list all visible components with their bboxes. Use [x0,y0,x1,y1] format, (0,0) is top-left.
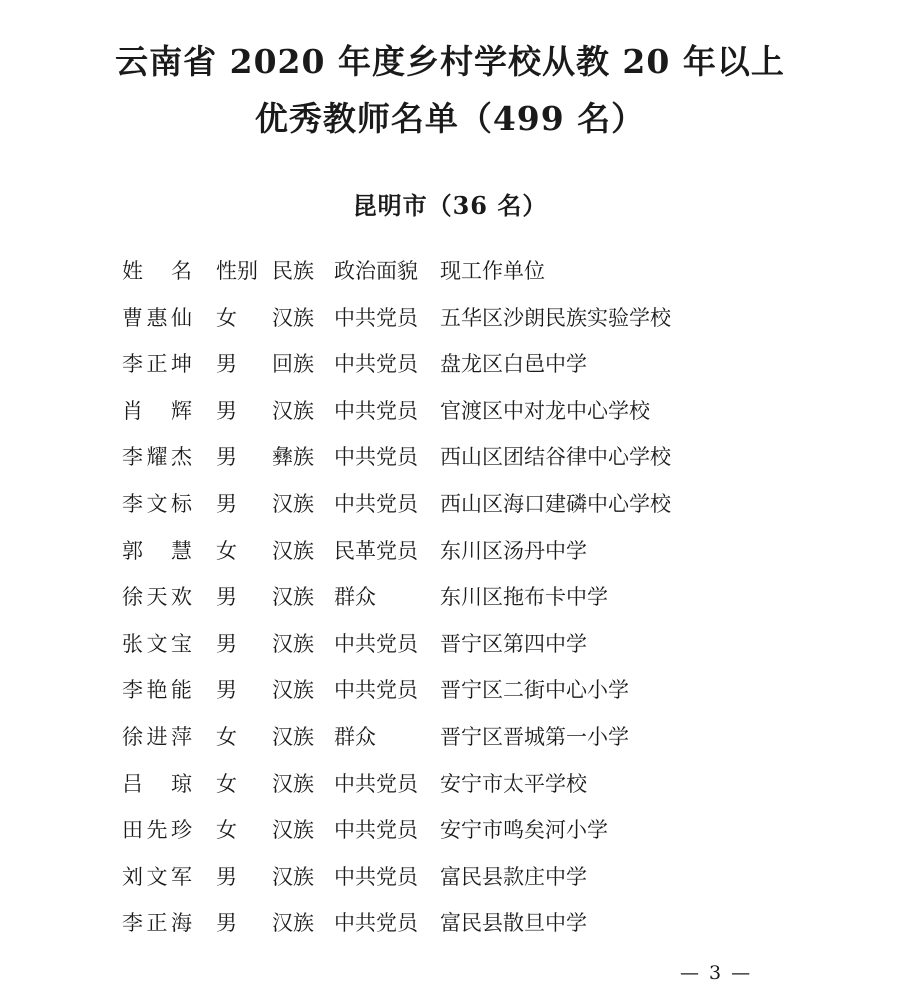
section-heading: 昆明市（36 名） [352,191,548,220]
table-row [0,854,900,901]
table-row [0,388,900,435]
teacher-table [0,248,900,947]
cell-ethnicity: 彝族 [272,445,314,470]
cell-name: 张文宝 [122,631,192,656]
cell-ethnicity: 汉族 [272,538,314,563]
table-row [0,761,900,808]
cell-ethnicity: 汉族 [272,305,314,330]
cell-name: 郭 慧 [122,538,192,563]
cell-gender: 男 [216,352,237,377]
table-row [0,667,900,714]
cell-political: 民革党员 [334,538,418,563]
cell-unit: 富民县款庄中学 [440,864,587,889]
cell-gender: 男 [216,585,237,610]
cell-political: 中共党员 [334,398,418,423]
cell-name: 徐进萍 [122,724,192,749]
table-row [0,714,900,761]
table-row [0,434,900,481]
header-name: 姓 名 [122,259,192,283]
cell-political: 中共党员 [334,352,418,377]
table-row [0,574,900,621]
table-header-row [0,248,900,295]
cell-name: 曹惠仙 [122,305,192,330]
cell-gender: 男 [216,678,237,703]
cell-unit: 西山区团结谷律中心学校 [440,445,671,470]
cell-unit: 盘龙区白邑中学 [440,352,587,377]
document-title-line-2: 优秀教师名单（499 名） [254,99,646,138]
header-political: 政治面貌 [334,259,418,283]
cell-unit: 晋宁区二街中心小学 [440,678,629,703]
cell-ethnicity: 汉族 [272,398,314,423]
cell-ethnicity: 汉族 [272,585,314,610]
header-ethnicity: 民族 [272,259,314,283]
cell-political: 中共党员 [334,305,418,330]
cell-political: 群众 [334,585,376,610]
cell-gender: 男 [216,445,237,470]
cell-ethnicity: 汉族 [272,678,314,703]
cell-name: 李文标 [122,491,192,516]
cell-ethnicity: 汉族 [272,864,314,889]
table-row [0,481,900,528]
cell-unit: 富民县散旦中学 [440,911,587,936]
cell-name: 吕 琼 [122,771,192,796]
cell-ethnicity: 汉族 [272,771,314,796]
cell-ethnicity: 汉族 [272,911,314,936]
cell-name: 李耀杰 [122,445,192,470]
table-row [0,900,900,947]
cell-gender: 女 [216,818,237,843]
cell-gender: 男 [216,864,237,889]
cell-political: 中共党员 [334,818,418,843]
table-row [0,621,900,668]
cell-name: 徐天欢 [122,585,192,610]
cell-gender: 男 [216,911,237,936]
cell-unit: 东川区拖布卡中学 [440,585,608,610]
cell-political: 中共党员 [334,678,418,703]
table-row [0,807,900,854]
cell-unit: 东川区汤丹中学 [440,538,587,563]
cell-political: 中共党员 [334,771,418,796]
cell-political: 中共党员 [334,491,418,516]
cell-name: 肖 辉 [122,398,192,423]
cell-gender: 男 [216,491,237,516]
cell-gender: 男 [216,398,237,423]
cell-political: 中共党员 [334,864,418,889]
page-number: — 3 — [680,962,753,984]
cell-ethnicity: 汉族 [272,631,314,656]
cell-gender: 女 [216,771,237,796]
cell-gender: 女 [216,538,237,563]
cell-gender: 男 [216,631,237,656]
cell-name: 刘文军 [122,864,192,889]
cell-political: 中共党员 [334,445,418,470]
cell-political: 群众 [334,724,376,749]
table-row [0,295,900,342]
cell-ethnicity: 汉族 [272,491,314,516]
header-unit: 现工作单位 [440,259,545,283]
cell-unit: 安宁市太平学校 [440,771,587,796]
cell-unit: 五华区沙朗民族实验学校 [440,305,671,330]
document-title-line-1: 云南省 2020 年度乡村学校从教 20 年以上 [115,42,785,81]
header-gender: 性别 [216,259,258,283]
cell-name: 田先珍 [122,818,192,843]
cell-ethnicity: 汉族 [272,818,314,843]
cell-name: 李正海 [122,911,192,936]
cell-unit: 晋宁区第四中学 [440,631,587,656]
cell-ethnicity: 汉族 [272,724,314,749]
table-row [0,341,900,388]
cell-name: 李艳能 [122,678,192,703]
cell-unit: 西山区海口建磷中心学校 [440,491,671,516]
cell-gender: 女 [216,305,237,330]
cell-unit: 官渡区中对龙中心学校 [440,398,650,423]
cell-unit: 晋宁区晋城第一小学 [440,724,629,749]
table-row [0,528,900,575]
cell-ethnicity: 回族 [272,352,314,377]
cell-name: 李正坤 [122,352,192,377]
cell-political: 中共党员 [334,911,418,936]
cell-gender: 女 [216,724,237,749]
cell-political: 中共党员 [334,631,418,656]
cell-unit: 安宁市鸣矣河小学 [440,818,608,843]
